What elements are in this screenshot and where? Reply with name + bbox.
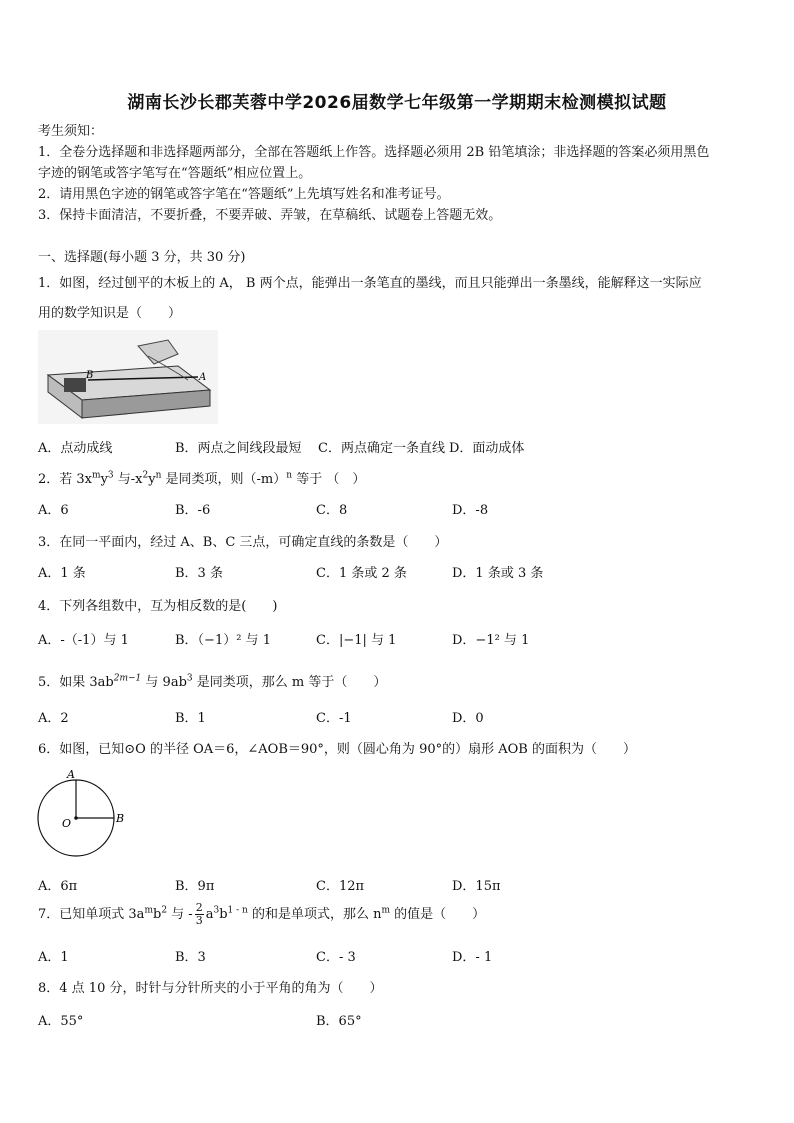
question-3-option-d[interactable]: D．1 条或 3 条 — [452, 566, 544, 581]
point-b-label: B — [86, 370, 94, 381]
question-5-option-c[interactable]: C．-1 — [316, 711, 352, 726]
notice-item: 1．全卷分选择题和非选择题两部分，全部在答题纸上作答。选择题必须用 2B 铅笔填涂；非选择题的答案必须用黑色 — [38, 145, 710, 160]
question-8-stem: 8．4 点 10 分，时针与分针所夹的小于平角的角为（ ） — [38, 981, 383, 996]
question-1-option-d[interactable]: D．面动成体 — [449, 441, 525, 456]
notice-heading: 考生须知： — [38, 124, 104, 139]
notice-item: 3．保持卡面清洁，不要折叠，不要弄破、弄皱，在草稿纸、试题卷上答题无效。 — [38, 208, 502, 223]
question-4-option-c[interactable]: C．|−1| 与 1 — [316, 633, 397, 648]
point-a-label: A — [67, 768, 75, 781]
question-1-option-b[interactable]: B．两点之间线段最短 — [175, 441, 302, 456]
question-8-option-a[interactable]: A．55° — [38, 1014, 84, 1029]
point-b-label: B — [116, 812, 125, 825]
question-5-option-b[interactable]: B．1 — [175, 711, 206, 726]
question-7-stem: 7．已知单项式 $3a^mb^2$ 与 - $\frac{2}{3}$ $a^3b^{1 - n}$ 的和是单项式，那么 $n^m$ 的值是（ ） — [38, 901, 486, 927]
section-heading: 一、选择题(每小题 3 分，共 30 分) — [38, 250, 246, 265]
question-4-stem: 4．下列各组数中，互为相反数的是( ) — [38, 599, 278, 614]
question-2-option-d[interactable]: D．-8 — [452, 503, 489, 518]
question-1-option-c[interactable]: C．两点确定一条直线 — [318, 441, 445, 456]
question-8-option-b[interactable]: B．65° — [316, 1014, 362, 1029]
circle-sector-figure — [34, 764, 134, 864]
center-o-label: O — [62, 817, 72, 830]
question-5-stem: 5．如果 $3ab^{2m-1}$ 与 $9ab^3$ 是同类项，那么 m 等于（ ） — [38, 673, 387, 690]
fraction: $\frac{2}{3}$ — [195, 901, 203, 927]
point-a-label: A — [199, 372, 207, 383]
question-5-option-a[interactable]: A．2 — [38, 711, 69, 726]
notice-item: 2．请用黑色字迹的钢笔或答字笔在“答题纸”上先填写姓名和准考证号。 — [38, 187, 450, 202]
question-3-option-a[interactable]: A．1 条 — [38, 566, 86, 581]
question-7-option-c[interactable]: C．- 3 — [316, 950, 356, 965]
question-2-stem: 2．若 $3x^my^3$ 与$-x^2y^n$ 是同类项，则$(-m)^n$ 等于 （ ） — [38, 470, 366, 487]
question-6-option-a[interactable]: A．6π — [38, 879, 78, 894]
page-title: 湖南长沙长郡芙蓉中学2026届数学七年级第一学期期末检测模拟试题 — [127, 93, 667, 113]
question-6-option-d[interactable]: D．15π — [452, 879, 501, 894]
question-4-option-b[interactable]: B．（−1）² 与 1 — [175, 633, 271, 648]
question-6-stem: 6．如图，已知⊙O 的半径 OA＝6，∠AOB＝90°，则（圆心角为 90°的）扇形 AOB 的面积为（ ） — [38, 742, 636, 757]
question-3-option-c[interactable]: C．1 条或 2 条 — [316, 566, 407, 581]
question-5-option-d[interactable]: D．0 — [452, 711, 484, 726]
wooden-board-figure — [38, 330, 218, 424]
question-4-option-d[interactable]: D．−1² 与 1 — [452, 633, 530, 648]
question-6-option-b[interactable]: B．9π — [175, 879, 215, 894]
question-6-option-c[interactable]: C．12π — [316, 879, 365, 894]
question-4-option-a[interactable]: A．-（-1）与 1 — [38, 633, 129, 648]
question-7-option-b[interactable]: B．3 — [175, 950, 206, 965]
question-7-option-d[interactable]: D．- 1 — [452, 950, 493, 965]
question-3-option-b[interactable]: B．3 条 — [175, 566, 223, 581]
question-2-option-c[interactable]: C．8 — [316, 503, 348, 518]
question-2-option-a[interactable]: A．6 — [38, 503, 69, 518]
notice-item: 字迹的钢笔或答字笔写在“答题纸”相应位置上。 — [38, 166, 312, 181]
question-1-option-a[interactable]: A．点动成线 — [38, 441, 113, 456]
question-1-stem-cont: 用的数学知识是（ ） — [38, 306, 182, 321]
question-7-option-a[interactable]: A．1 — [38, 950, 69, 965]
question-1-stem: 1．如图，经过刨平的木板上的 A， B 两个点，能弹出一条笔直的墨线，而且只能弹出一条墨线，能解释这一实际应 — [38, 276, 702, 291]
question-3-stem: 3．在同一平面内，经过 A、B、C 三点，可确定直线的条数是（ ） — [38, 535, 448, 550]
question-2-option-b[interactable]: B．-6 — [175, 503, 211, 518]
